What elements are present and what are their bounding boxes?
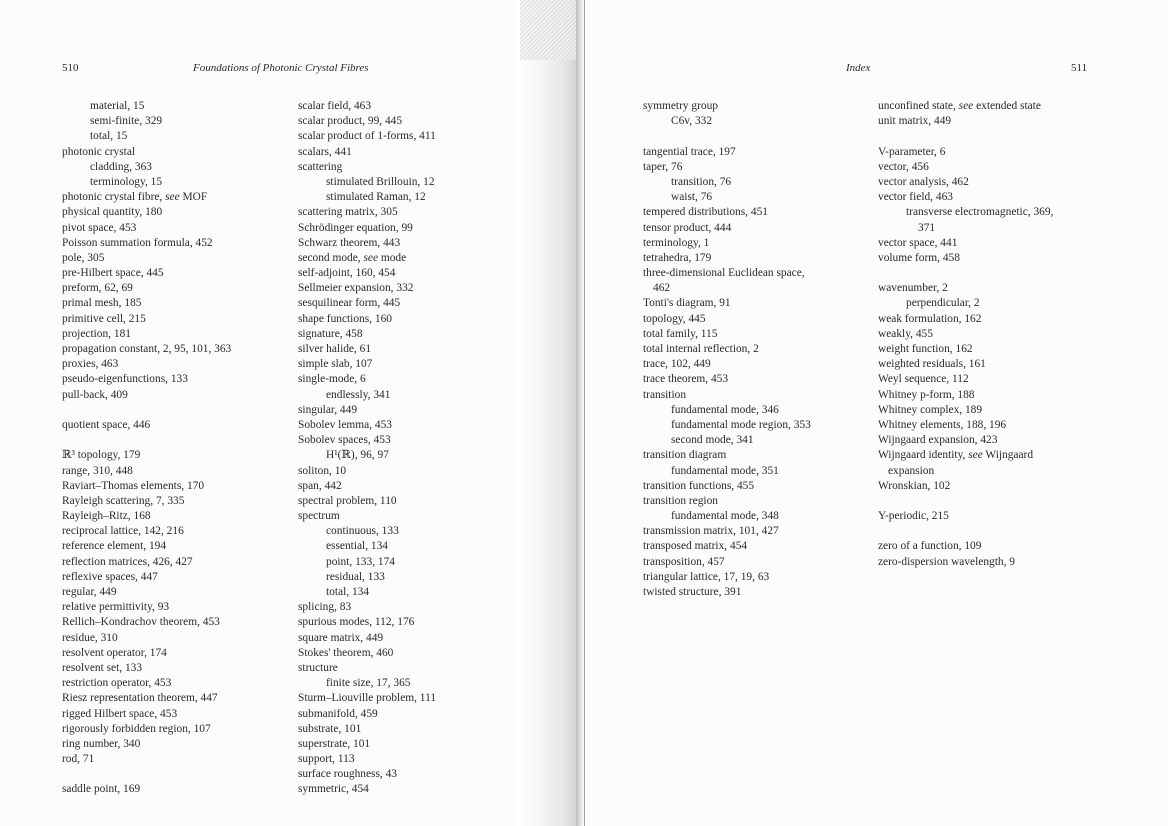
index-entry: three-dimensional Euclidean space,	[643, 267, 805, 280]
index-entry: Wijngaard identity, see Wijngaard	[878, 449, 1034, 462]
index-entry: Sellmeier expansion, 332	[298, 282, 414, 295]
index-subentry: transition, 76	[671, 175, 732, 188]
see-reference-marker: see	[165, 191, 180, 204]
index-entry: Sturm–Liouville problem, 111	[298, 692, 437, 705]
index-entry: ring number, 340	[62, 737, 141, 750]
index-entry: surface roughness, 43	[298, 768, 398, 781]
index-entry: vector field, 463	[878, 191, 953, 204]
index-entry: resolvent operator, 174	[62, 646, 167, 659]
index-subentry: perpendicular, 2	[906, 297, 980, 310]
index-subentry: material, 15	[90, 100, 145, 112]
index-entry: trace theorem, 453	[643, 373, 729, 386]
index-subentry: semi-finite, 329	[90, 115, 163, 128]
index-subentry: finite size, 17, 365	[326, 677, 411, 690]
index-entry: substrate, 101	[298, 722, 362, 735]
index-entry: superstrate, 101	[298, 737, 371, 750]
index-entry: unit matrix, 449	[878, 115, 952, 128]
right-running-title: Index	[846, 62, 871, 74]
index-entry: total family, 115	[643, 327, 718, 340]
index-entry: reciprocal lattice, 142, 216	[62, 525, 184, 538]
index-entry: sesquilinear form, 445	[298, 297, 401, 310]
index-entry: taper, 76	[643, 160, 683, 173]
index-entry: rigged Hilbert space, 453	[62, 707, 178, 720]
index-entry: volume form, 458	[878, 251, 960, 264]
index-subentry: stimulated Brillouin, 12	[326, 175, 435, 188]
index-entry: scalar product, 99, 445	[298, 115, 403, 128]
index-entry: transposition, 457	[643, 555, 725, 568]
book-gutter	[576, 0, 584, 826]
index-entry: zero of a function, 109	[878, 540, 982, 553]
index-entry: relative permittivity, 93	[62, 601, 170, 614]
index-entry: residue, 310	[62, 631, 118, 644]
index-entry: spurious modes, 112, 176	[298, 616, 415, 629]
index-entry: Poisson summation formula, 452	[62, 236, 213, 249]
index-spacer	[643, 129, 868, 144]
index-subentry: essential, 134	[326, 540, 389, 553]
index-entry: signature, 458	[298, 327, 363, 340]
index-subentry: cladding, 363	[90, 160, 153, 173]
index-entry: tetrahedra, 179	[643, 251, 712, 264]
index-entry: simple slab, 107	[298, 358, 373, 371]
index-entry: scalars, 441	[298, 145, 352, 158]
index-entry: soliton, 10	[298, 464, 347, 477]
index-entry: regular, 449	[62, 586, 117, 598]
index-subentry: H¹(ℝ), 96, 97	[326, 449, 389, 462]
index-entry: V-parameter, 6	[878, 145, 946, 158]
index-entry: range, 310, 448	[62, 464, 133, 477]
index-entry: trace, 102, 449	[643, 358, 711, 371]
index-subentry: 371	[918, 221, 936, 234]
index-entry: Sobolev spaces, 453	[298, 434, 391, 447]
index-entry: Schrödinger equation, 99	[298, 221, 413, 234]
index-entry: zero-dispersion wavelength, 9	[878, 555, 1015, 568]
index-entry: Y-periodic, 215	[878, 510, 949, 523]
index-subentry: stimulated Raman, 12	[326, 191, 426, 204]
index-entry: second mode, see mode	[298, 251, 407, 264]
index-entry: transmission matrix, 101, 427	[643, 525, 779, 538]
index-entry: Whitney complex, 189	[878, 403, 983, 416]
index-entry: proxies, 463	[62, 358, 119, 371]
index-subentry: waist, 76	[671, 191, 713, 204]
index-entry: transition diagram	[643, 449, 727, 462]
index-entry: vector space, 441	[878, 236, 958, 249]
index-entry: twisted structure, 391	[643, 586, 742, 598]
see-reference-marker: see	[363, 251, 379, 264]
book-spine-texture	[520, 0, 582, 60]
index-subentry: total, 134	[326, 586, 370, 598]
index-subentry: transverse electromagnetic, 369,	[906, 206, 1054, 219]
index-entry: Riesz representation theorem, 447	[62, 692, 218, 705]
index-entry: triangular lattice, 17, 19, 63	[643, 570, 770, 583]
index-entry: tensor product, 444	[643, 221, 732, 234]
index-entry: vector analysis, 462	[878, 175, 969, 188]
index-entry: scattering matrix, 305	[298, 206, 398, 219]
index-entry: pole, 305	[62, 251, 105, 264]
index-entry: reflection matrices, 426, 427	[62, 555, 193, 568]
index-entry: structure	[298, 661, 338, 674]
index-subentry: continuous, 133	[326, 525, 399, 538]
index-subentry: residual, 133	[326, 570, 385, 583]
left-running-title: Foundations of Photonic Crystal Fibres	[193, 62, 369, 74]
index-entry: Tonti's diagram, 91	[643, 297, 731, 310]
index-entry: reference element, 194	[62, 540, 167, 553]
index-spacer	[878, 266, 1108, 281]
index-entry: spectrum	[298, 510, 340, 523]
index-subentry: endlessly, 341	[326, 388, 391, 401]
index-entry: quotient space, 446	[62, 418, 151, 431]
index-entry: Wijngaard expansion, 423	[878, 434, 998, 447]
index-spacer	[62, 767, 286, 782]
index-entry: rod, 71	[62, 753, 95, 766]
index-entry: pivot space, 453	[62, 221, 137, 234]
index-entry: Rayleigh–Ritz, 168	[62, 510, 151, 523]
see-reference-marker: see	[958, 100, 974, 112]
index-entry: symmetric, 454	[298, 783, 369, 796]
index-entry: weight function, 162	[878, 343, 973, 355]
index-subentry: total, 15	[90, 130, 128, 143]
index-entry: splicing, 83	[298, 601, 352, 614]
index-entry: tempered distributions, 451	[643, 206, 768, 219]
index-column-1	[62, 99, 286, 798]
index-entry: Whitney p-form, 188	[878, 388, 975, 401]
index-entry: terminology, 1	[643, 236, 710, 249]
index-subentry: second mode, 341	[671, 434, 754, 447]
index-spacer	[878, 494, 1108, 509]
index-subentry: fundamental mode, 348	[671, 510, 779, 523]
index-entry: rigorously forbidden region, 107	[62, 722, 211, 735]
index-spacer	[62, 433, 286, 448]
index-subentry: C6v, 332	[671, 115, 713, 128]
index-entry: topology, 445	[643, 312, 706, 325]
index-entry: total internal reflection, 2	[643, 343, 759, 355]
index-entry: primal mesh, 185	[62, 297, 142, 310]
index-entry: single-mode, 6	[298, 373, 366, 386]
index-entry: singular, 449	[298, 403, 358, 416]
index-entry: photonic crystal	[62, 145, 136, 158]
index-column-4	[878, 99, 1108, 570]
index-entry: unconfined state, see extended state	[878, 100, 1041, 112]
index-spacer	[878, 524, 1108, 539]
index-entry: Schwarz theorem, 443	[298, 236, 401, 249]
index-entry: Wronskian, 102	[878, 479, 951, 492]
index-entry: weighted residuals, 161	[878, 358, 986, 371]
index-subentry: fundamental mode region, 353	[671, 418, 811, 431]
index-entry: span, 442	[298, 479, 342, 492]
index-entry: saddle point, 169	[62, 783, 141, 796]
see-reference-marker: see	[968, 449, 983, 462]
index-entry: Rellich–Kondrachov theorem, 453	[62, 616, 220, 629]
index-entry: reflexive spaces, 447	[62, 570, 158, 583]
index-entry: Weyl sequence, 112	[878, 373, 969, 386]
index-entry: scalar product of 1-forms, 411	[298, 130, 436, 143]
index-entry: Raviart–Thomas elements, 170	[62, 479, 205, 492]
index-entry: self-adjoint, 160, 454	[298, 267, 396, 280]
index-column-2	[298, 99, 516, 798]
index-entry: primitive cell, 215	[62, 312, 146, 325]
index-entry: symmetry group	[643, 100, 718, 112]
index-entry: transposed matrix, 454	[643, 540, 748, 553]
index-subentry: fundamental mode, 346	[671, 403, 779, 416]
index-entry: weak formulation, 162	[878, 312, 982, 325]
index-entry: preform, 62, 69	[62, 282, 133, 295]
index-entry: shape functions, 160	[298, 312, 392, 325]
index-entry: square matrix, 449	[298, 631, 384, 644]
left-page-number: 510	[62, 62, 79, 74]
index-entry: weakly, 455	[878, 327, 933, 340]
index-entry: Stokes' theorem, 460	[298, 646, 394, 659]
index-subentry: fundamental mode, 351	[671, 464, 779, 477]
index-entry: physical quantity, 180	[62, 206, 163, 219]
index-entry: spectral problem, 110	[298, 494, 397, 507]
index-spacer	[62, 403, 286, 418]
index-entry: wavenumber, 2	[878, 282, 948, 295]
index-entry: resolvent set, 133	[62, 661, 143, 674]
index-entry: transition region	[643, 494, 718, 507]
index-column-3	[643, 99, 868, 600]
index-entry: pre-Hilbert space, 445	[62, 267, 164, 280]
index-entry: propagation constant, 2, 95, 101, 363	[62, 343, 232, 355]
index-entry: support, 113	[298, 753, 355, 766]
book-spine-shadow	[515, 0, 585, 826]
index-subentry: point, 133, 174	[326, 555, 395, 568]
index-entry: projection, 181	[62, 327, 131, 340]
index-entry: ℝ³ topology, 179	[62, 449, 141, 462]
index-entry: pseudo-eigenfunctions, 133	[62, 373, 188, 386]
index-entry: restriction operator, 453	[62, 677, 172, 690]
index-entry: scattering	[298, 160, 343, 173]
index-entry: Whitney elements, 188, 196	[878, 418, 1007, 431]
index-entry: vector, 456	[878, 160, 929, 173]
right-page-number: 511	[1071, 62, 1088, 74]
index-entry: Rayleigh scattering, 7, 335	[62, 494, 185, 507]
index-entry: silver halide, 61	[298, 343, 372, 355]
index-entry: transition functions, 455	[643, 479, 755, 492]
index-spacer	[878, 129, 1108, 144]
index-subentry: 462	[653, 282, 671, 295]
index-entry: photonic crystal fibre, see MOF	[62, 191, 208, 204]
index-entry: tangential trace, 197	[643, 145, 736, 158]
index-entry: transition	[643, 388, 687, 401]
index-entry: Sobolev lemma, 453	[298, 418, 392, 431]
index-entry: scalar field, 463	[298, 100, 372, 112]
index-subentry: expansion	[888, 464, 935, 477]
index-entry: submanifold, 459	[298, 707, 378, 720]
index-subentry: terminology, 15	[90, 175, 163, 188]
index-entry: pull-back, 409	[62, 388, 128, 401]
